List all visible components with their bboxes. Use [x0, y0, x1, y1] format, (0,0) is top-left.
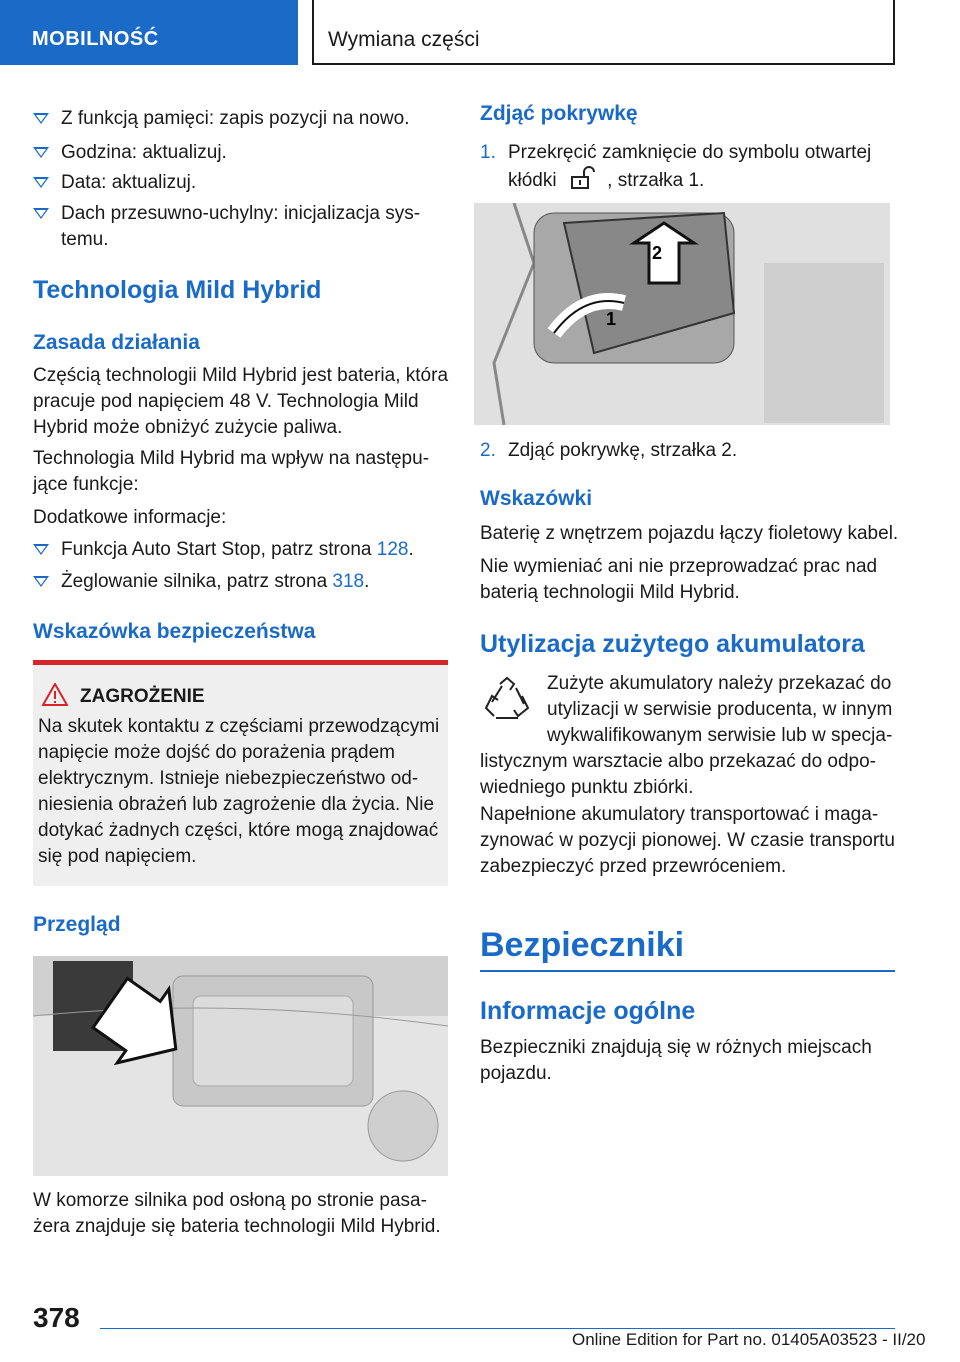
heading-przeglad: Przegląd: [33, 913, 121, 936]
footer-rule: [100, 1328, 895, 1329]
bullet-triangle-icon: [33, 576, 49, 587]
list-item: Z funkcją pamięci: zapis pozycji na nowo.: [33, 106, 448, 132]
warning-triangle-icon: [42, 683, 68, 706]
paragraph-zasada: Częścią technologii Mild Hybrid jest bateria, która pracuje pod napięciem 48 V. Technologia Mild Hybrid może obniżyć zużycie paliwa.: [33, 365, 449, 438]
page-number: 378: [33, 1302, 80, 1333]
engine-overview-image: [33, 956, 448, 1176]
paragraph-wplyw: Technologia Mild Hybrid ma wpływ na następu- jące funkcje:: [33, 448, 430, 495]
paragraph-wskazowki-1: Baterię z wnętrzem pojazdu łączy fioletowy kabel.: [480, 523, 899, 544]
image-caption: W komorze silnika pod osłoną po stronie pasa- żera znajduje się bateria technologii Mild Hybrid.: [33, 1190, 441, 1237]
section-tab: MOBILNOŚĆ: [0, 0, 298, 65]
bullet-triangle-icon: [33, 544, 49, 555]
chapter-title: Wymiana części: [312, 0, 895, 65]
page-link-128[interactable]: 128: [376, 539, 409, 560]
bullet-triangle-icon: [33, 113, 49, 124]
page-link-318[interactable]: 318: [332, 571, 365, 592]
heading-mild-hybrid: Technologia Mild Hybrid: [33, 276, 322, 304]
paragraph-informacje: Bezpieczniki znajdują się w różnych miejscach pojazdu.: [480, 1037, 872, 1084]
list-item: Data: aktualizuj.: [33, 170, 448, 196]
paragraph-transport: Napełnione akumulatory transportować i maga- zynować w pozycji pionowej. W czasie transportu zabezpieczyć przed przewróceniem.: [480, 804, 896, 877]
heading-wskazowki: Wskazówki: [480, 487, 593, 510]
heading-zdjac: Zdjąć pokrywkę: [480, 102, 638, 125]
step-number: 2.: [480, 440, 496, 461]
heading-informacje: Informacje ogólne: [480, 997, 696, 1025]
step-number: 1.: [480, 142, 496, 163]
heading-utylizacja: Utylizacja zużytego akumulatora: [480, 630, 865, 658]
svg-text:2: 2: [652, 243, 663, 263]
list-item-ref-zeglowanie: Żeglowanie silnika, patrz strona 318.: [33, 569, 448, 595]
battery-cover-image: [474, 203, 890, 425]
paragraph-dodatkowe: Dodatkowe informacje:: [33, 507, 227, 528]
step-2-text: Zdjąć pokrywkę, strzałka 2.: [508, 440, 738, 461]
edition-text: Online Edition for Part no. 01405A03523 - II/20: [572, 1330, 926, 1349]
paragraph-utylizacja-b: listycznym warsztacie albo przekazać do odpo- wiedniego punktu zbiórki.: [480, 751, 877, 798]
warning-title: ZAGROŻENIE: [80, 686, 205, 707]
warning-text: Na skutek kontaktu z częściami przewodzącymi napięcie może dojść do porażenia prądem elektrycznym. Istnieje niebezpieczeństwo od- niesienia obrażeń lub zagrożenie dla życia. Nie dotykać żadnych części, które mogą znajdować się pod napięciem.: [38, 716, 440, 867]
heading-rule: [480, 970, 895, 972]
paragraph-utylizacja-a: Zużyte akumulatory należy przekazać do utylizacji w serwisie producenta, w innym wykwalifikowanym serwisie lub w specja-: [547, 673, 893, 746]
paragraph-wskazowki-2: Nie wymieniać ani nie przeprowadzać prac nad baterią technologii Mild Hybrid.: [480, 556, 878, 603]
heading-zasada: Zasada działania: [33, 331, 200, 354]
bullet-triangle-icon: [33, 147, 49, 158]
open-padlock-icon: [562, 166, 602, 190]
svg-text:1: 1: [606, 309, 617, 329]
heading-bezpieczniki: Bezpieczniki: [480, 926, 685, 964]
list-item: Godzina: aktualizuj.: [33, 140, 448, 166]
list-item: Dach przesuwno-uchylny: inicjalizacja sys- temu.: [33, 201, 448, 253]
heading-bezpieczenstwo: Wskazówka bezpieczeństwa: [33, 620, 316, 643]
recycle-icon: [482, 676, 532, 726]
bullet-triangle-icon: [33, 208, 49, 219]
step-1-text: Przekręcić zamknięcie do symbolu otwartej kłódki , strzałka 1.: [508, 142, 872, 191]
bullet-triangle-icon: [33, 177, 49, 188]
list-item-ref-auto-start: Funkcja Auto Start Stop, patrz strona 128.: [33, 537, 448, 563]
